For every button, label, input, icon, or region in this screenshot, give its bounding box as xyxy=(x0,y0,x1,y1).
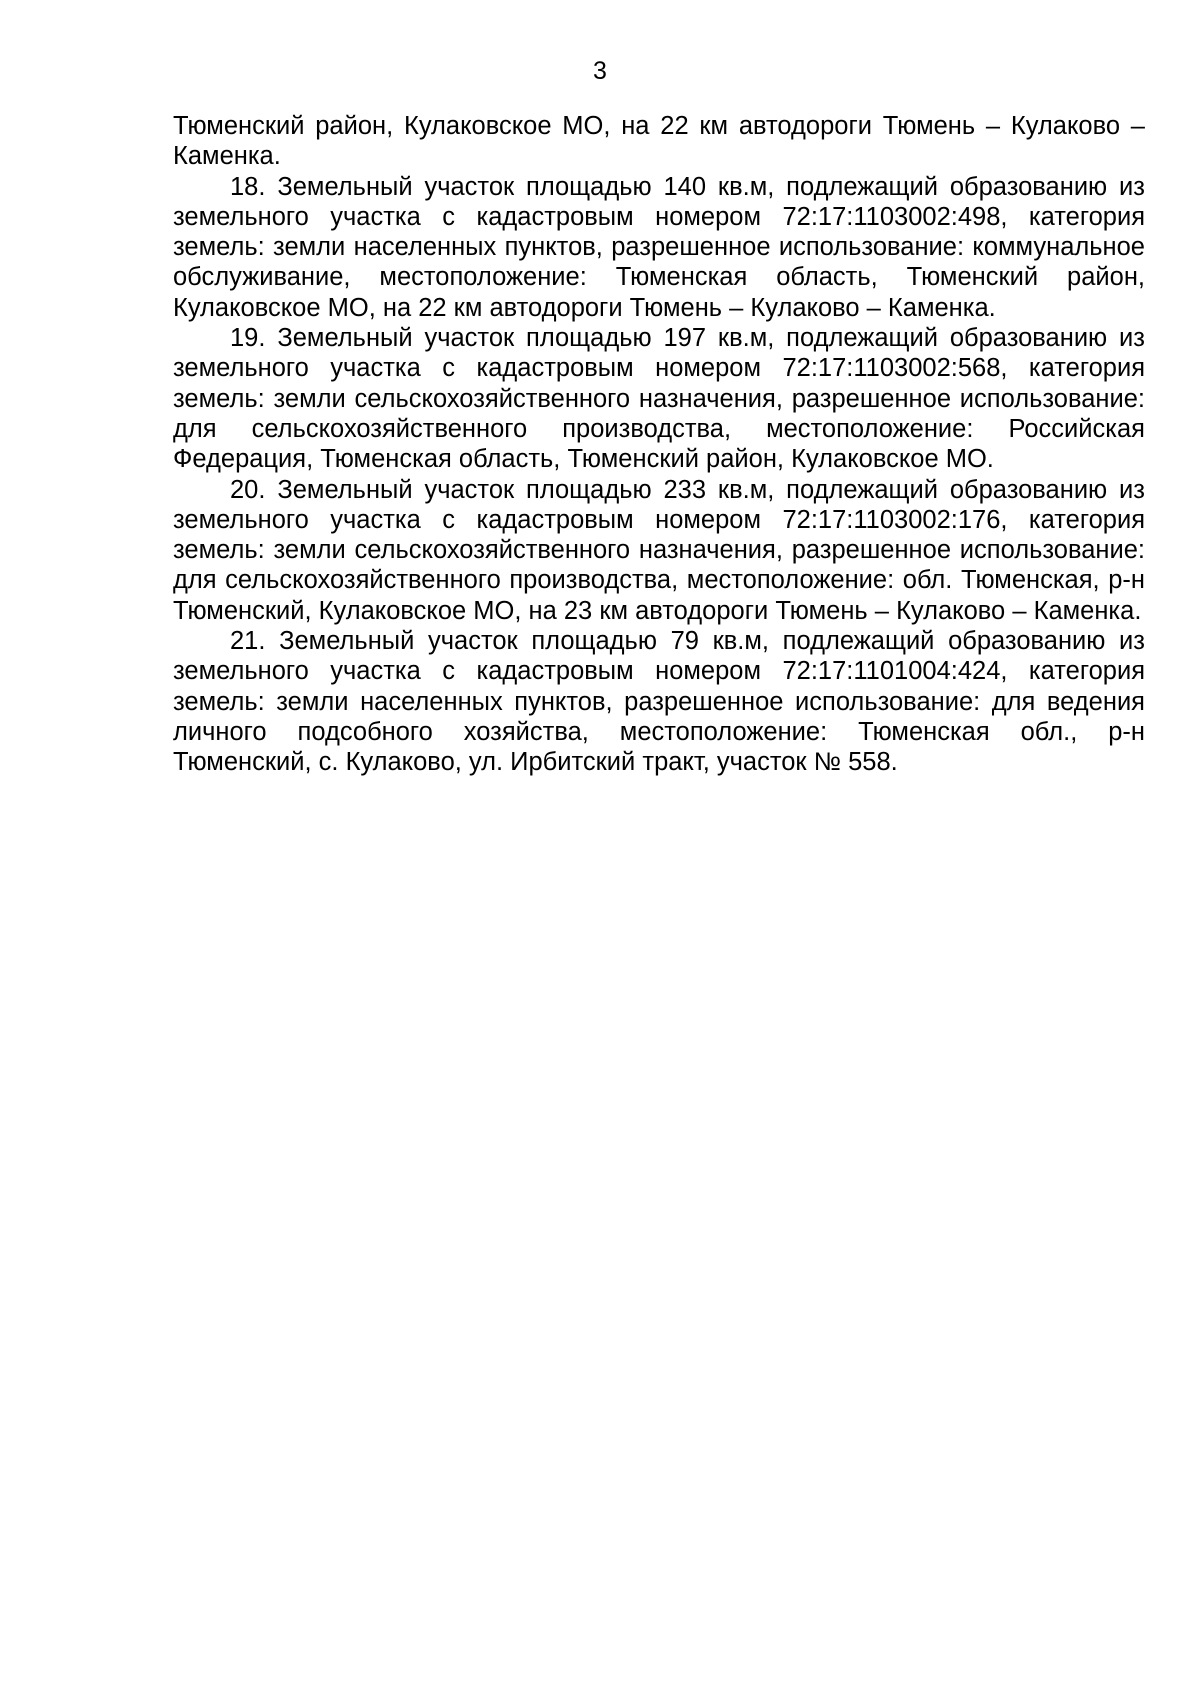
list-item xyxy=(173,323,1145,474)
document-body xyxy=(173,111,1145,778)
item-text: Земельный участок площадью 79 кв.м, подлежащий образованию из земельного участка с кадастровым номером 72:17:1101004:424, категория земель: земли населенных пунктов, разрешенное использование: для ведения личного подсобного хозяйства, местоположение: Тюменская обл., р-н Тюменский, с. Кулаково, ул. Ирбитский тракт, участок № 558. xyxy=(173,627,1145,777)
page-number: 3 xyxy=(593,57,607,85)
list-item xyxy=(173,475,1145,626)
list-item xyxy=(173,626,1145,777)
continuation-paragraph: Тюменский район, Кулаковское МО, на 22 км автодороги Тюмень – Кулаково – Каменка. xyxy=(173,112,1145,171)
item-number: 20. xyxy=(230,475,266,504)
item-number: 19. xyxy=(230,324,266,353)
item-text: Земельный участок площадью 233 кв.м, подлежащий образованию из земельного участка с кадастровым номером 72:17:1103002:176, категория земель: земли сельскохозяйственного назначения, разрешенное использование: для сельскохозяйственного производства, местоположение: обл. Тюменская, р-н Тюменский, Кулаковское МО, на 23 км автодороги Тюмень – Кулаково – Каменка. xyxy=(173,475,1145,625)
item-text: Земельный участок площадью 197 кв.м, подлежащий образованию из земельного участка с кадастровым номером 72:17:1103002:568, категория земель: земли сельскохозяйственного назначения, разрешенное использование: для сельскохозяйственного производства, местоположение: Российская Федерация, Тюменская область, Тюменский район, Кулаковское МО. xyxy=(173,324,1145,474)
list-item xyxy=(173,172,1145,323)
item-text: Земельный участок площадью 140 кв.м, подлежащий образованию из земельного участка с кадастровым номером 72:17:1103002:498, категория земель: земли населенных пунктов, разрешенное использование: коммунальное обслуживание, местоположение: Тюменская область, Тюменский район, Кулаковское МО, на 22 км автодороги Тюмень – Кулаково – Каменка. xyxy=(173,172,1145,322)
item-number: 18. xyxy=(230,172,266,201)
item-number: 21. xyxy=(230,627,266,656)
